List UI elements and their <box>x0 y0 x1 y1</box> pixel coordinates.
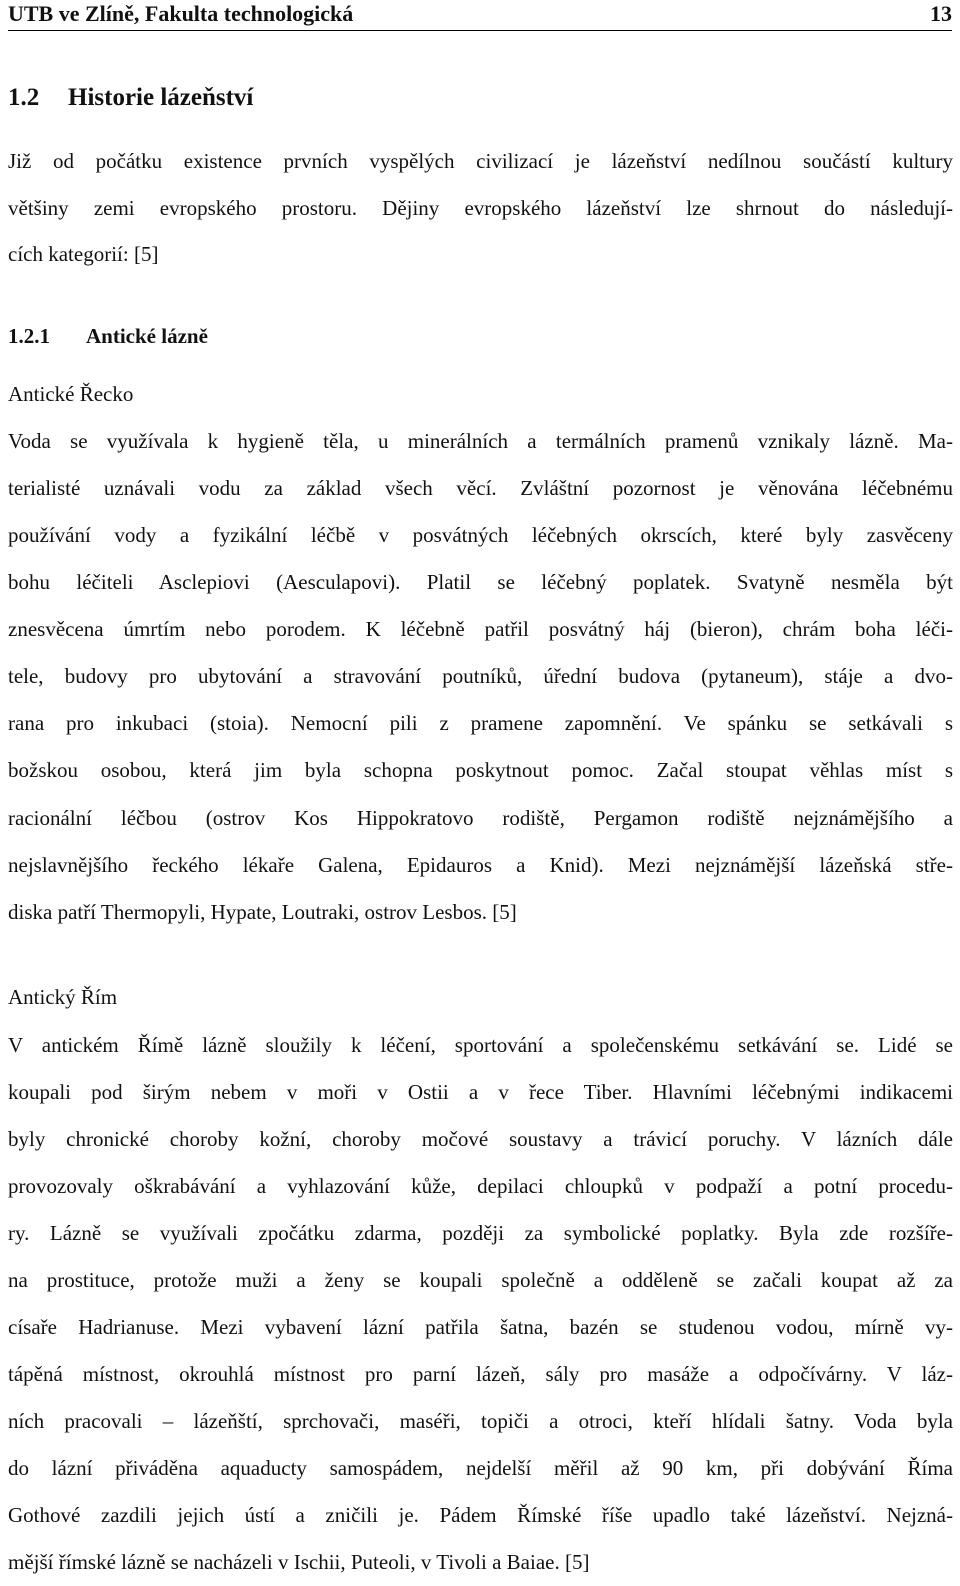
intro-paragraph <box>8 138 953 278</box>
text-line: Voda se využívala k hygieně těla, u minerálních a termálních pramenů vznikaly lázně. Ma- <box>8 429 953 453</box>
text-line: tele, budovy pro ubytování a stravování poutníků, úřední budova (pytaneum), stáje a dvo- <box>8 664 953 688</box>
text-line: tápěná místnost, okrouhlá místnost pro parní lázeň, sály pro masáže a odpočívárny. V láz- <box>8 1362 953 1386</box>
subsection-heading <box>8 324 208 349</box>
greece-paragraph <box>8 418 953 936</box>
subsection-title: Antické lázně <box>86 324 208 348</box>
page-number: 13 <box>930 1 952 26</box>
text-line: ních pracovali – lázeňští, sprchovači, maséři, topiči a otroci, kteří hlídali šatny. Voda byla <box>8 1409 953 1433</box>
section-heading <box>8 84 253 112</box>
text-line: na prostituce, protože muži a ženy se koupali společně a odděleně se začali koupat až za <box>8 1268 953 1292</box>
text-line: terialisté uznávali vodu za základ všech věcí. Zvláštní pozornost je věnována léčebnému <box>8 476 953 500</box>
page-header <box>8 0 952 31</box>
text-line: byly chronické choroby kožní, choroby močové soustavy a trávicí poruchy. V lázních dále <box>8 1127 953 1151</box>
subsection-number: 1.2.1 <box>8 324 50 348</box>
text-line: většiny zemi evropského prostoru. Dějiny evropského lázeňství lze shrnout do následují- <box>8 195 953 220</box>
section-title: Historie lázeňství <box>68 84 254 111</box>
rome-paragraph <box>8 1022 953 1586</box>
header-title: UTB ve Zlíně, Fakulta technologická <box>8 1 354 26</box>
text-line: diska patří Thermopyli, Hypate, Loutraki, ostrov Lesbos. [5] <box>8 900 517 924</box>
text-line: Gothové zazdili jejich ústí a zničili je. Pádem Římské říše upadlo také lázeňství. Nejzná- <box>8 1503 953 1527</box>
section-number: 1.2 <box>8 84 40 111</box>
text-line: božskou osobou, která jim byla schopna poskytnout pomoc. Začal stoupat věhlas míst s <box>8 758 953 782</box>
text-line: do lázní přiváděna aquaducty samospádem, nejdelší měřil až 90 km, při dobývání Říma <box>8 1456 953 1480</box>
text-line: císaře Hadrianuse. Mezi vybavení lázní patřila šatna, bazén se studenou vodou, mírně vy- <box>8 1315 953 1339</box>
text-line: nejslavnějšího řeckého lékaře Galena, Epidauros a Knid). Mezi nejznámější lázeňská stře- <box>8 853 953 877</box>
text-line: racionální léčbou (ostrov Kos Hippokratovo rodiště, Pergamon rodiště nejznámějšího a <box>8 806 953 830</box>
text-line: Již od počátku existence prvních vyspělých civilizací je lázeňství nedílnou součástí kultury <box>8 149 953 173</box>
text-line: znesvěcena úmrtím nebo porodem. K léčebně patřil posvátný háj (bieron), chrám boha léči- <box>8 617 953 641</box>
text-line: používání vody a fyzikální léčbě v posvátných léčebných okrscích, které byly zasvěceny <box>8 523 953 547</box>
text-line: cích kategorií: [5] <box>8 242 159 266</box>
text-line: mější římské lázně se nacházeli v Ischii, Puteoli, v Tivoli a Baiae. [5] <box>8 1550 590 1574</box>
text-line: V antickém Římě lázně sloužily k léčení, sportování a společenskému setkávání se. Lidé se <box>8 1033 953 1057</box>
text-line: rana pro inkubaci (stoia). Nemocní pili z pramene zapomnění. Ve spánku se setkávali s <box>8 711 953 735</box>
text-line: koupali pod širým nebem v moři v Ostii a v řece Tiber. Hlavními léčebnými indikacemi <box>8 1080 953 1104</box>
text-line: ry. Lázně se využívali zpočátku zdarma, později za symbolické poplatky. Byla zde rozšíře- <box>8 1221 953 1245</box>
rome-heading: Antický Řím <box>8 985 118 1009</box>
greece-heading: Antické Řecko <box>8 382 134 406</box>
text-line: bohu léčiteli Asclepiovi (Aesculapovi). Platil se léčebný poplatek. Svatyně nesměla být <box>8 570 953 594</box>
text-line: provozovaly oškrabávání a vyhlazování kůže, depilaci chloupků v podpaží a potní procedu- <box>8 1174 953 1198</box>
